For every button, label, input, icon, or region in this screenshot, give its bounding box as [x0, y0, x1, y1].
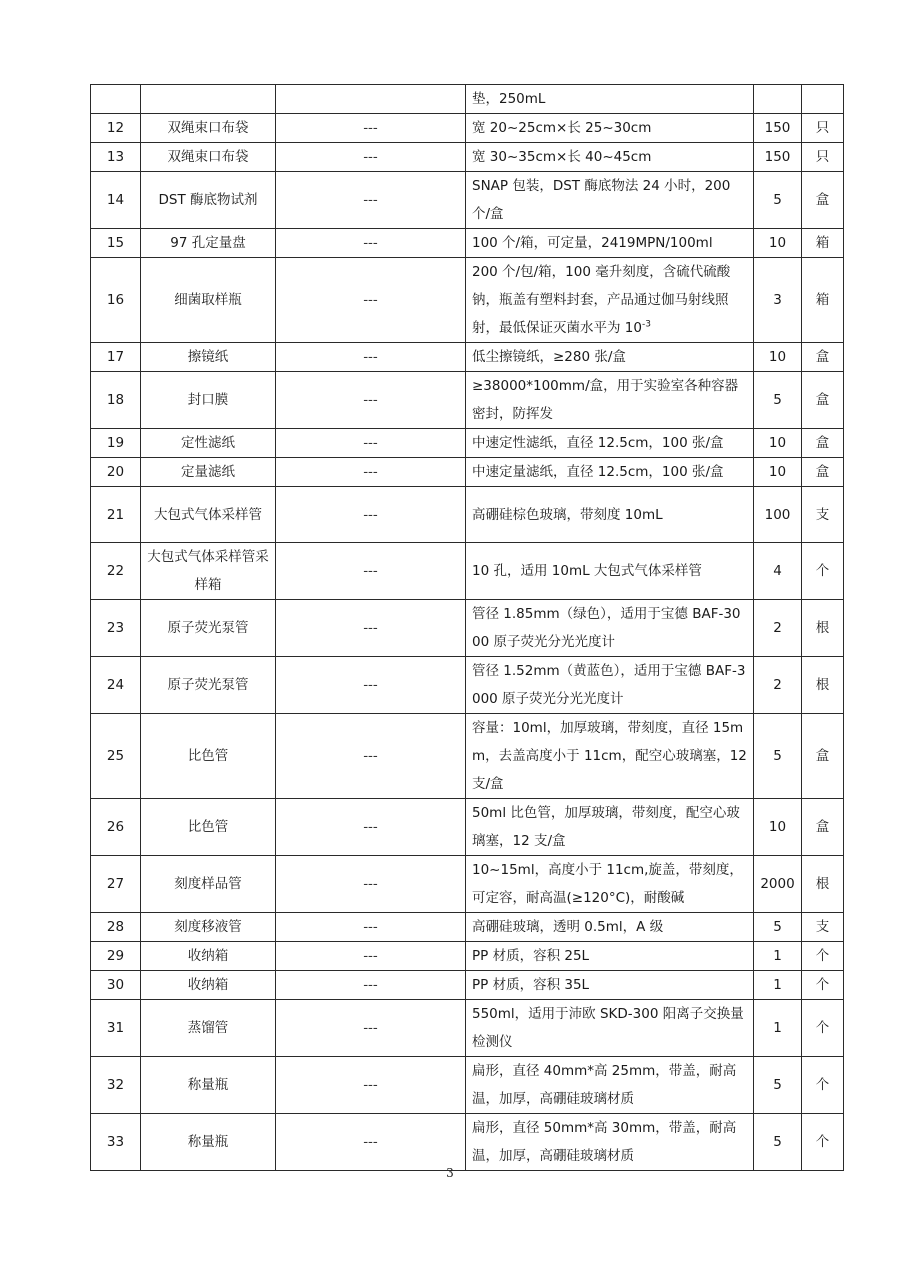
row-number-cell [91, 429, 141, 458]
items-table-body [91, 85, 844, 1171]
brand-model-cell [276, 143, 466, 172]
row-number: 14 [106, 192, 125, 208]
unit: 盒 [815, 435, 830, 451]
table-row [91, 600, 844, 657]
specification: 100 个/箱，可定量，2419MPN/100ml [472, 235, 713, 251]
specification-cell [466, 714, 754, 799]
quantity-cell [754, 85, 802, 114]
unit-cell [802, 657, 844, 714]
item-name: 收纳箱 [187, 977, 229, 993]
item-name-cell [141, 172, 276, 229]
unit-cell [802, 429, 844, 458]
unit-cell [802, 1114, 844, 1171]
row-number: 15 [106, 235, 125, 251]
specification: ≥38000*100mm/盒，用于实验室各种容器密封，防挥发 [472, 378, 739, 422]
table-row [91, 714, 844, 799]
item-name-cell [141, 799, 276, 856]
unit: 只 [815, 149, 830, 165]
unit-cell [802, 487, 844, 543]
item-name: 称量瓶 [187, 1134, 229, 1150]
brand-model: --- [363, 464, 378, 480]
row-number: 17 [106, 349, 125, 365]
quantity: 5 [773, 748, 782, 764]
unit-cell [802, 543, 844, 600]
specification-cell [466, 487, 754, 543]
specification-cell [466, 799, 754, 856]
quantity: 5 [773, 192, 782, 208]
unit-cell [802, 913, 844, 942]
quantity: 2 [773, 677, 782, 693]
unit-cell [802, 343, 844, 372]
specification-cell [466, 856, 754, 913]
row-number: 21 [106, 506, 125, 523]
unit: 盒 [815, 819, 830, 835]
specification: 50ml 比色管，加厚玻璃，带刻度，配空心玻璃塞，12 支/盒 [472, 805, 740, 849]
brand-model: --- [363, 563, 378, 579]
brand-model-cell [276, 372, 466, 429]
row-number: 12 [106, 120, 125, 136]
unit-cell [802, 229, 844, 258]
item-name: 收纳箱 [187, 948, 229, 964]
quantity-cell [754, 172, 802, 229]
brand-model: --- [363, 292, 378, 308]
row-number: 13 [106, 149, 125, 165]
table-row [91, 172, 844, 229]
specification-cell [466, 913, 754, 942]
specification: 扁形，直径 40mm*高 25mm，带盖，耐高温，加厚，高硼硅玻璃材质 [472, 1063, 737, 1107]
specification: SNAP 包装，DST 酶底物法 24 小时，200 个/盒 [472, 178, 731, 222]
item-name-cell [141, 343, 276, 372]
brand-model-cell [276, 942, 466, 971]
table-row [91, 258, 844, 343]
item-name-cell [141, 1114, 276, 1171]
specification: 200 个/包/箱，100 毫升刻度，含硫代硫酸钠，瓶盖有塑料封套，产品通过伽马射线照射，最低保证灭菌水平为 10 [472, 264, 731, 336]
brand-model: --- [363, 506, 378, 523]
table-row [91, 799, 844, 856]
unit-cell [802, 856, 844, 913]
brand-model: --- [363, 149, 378, 165]
unit: 根 [815, 620, 830, 636]
quantity: 150 [764, 120, 791, 136]
row-number-cell [91, 85, 141, 114]
item-name-cell [141, 714, 276, 799]
item-name-cell [141, 657, 276, 714]
item-name: 定量滤纸 [181, 464, 235, 480]
quantity-cell [754, 372, 802, 429]
specification: 管径 1.85mm（绿色），适用于宝德 BAF-3000 原子荧光分光光度计 [472, 606, 741, 650]
specification: 低尘擦镜纸，≥280 张/盒 [472, 349, 626, 365]
table-row [91, 429, 844, 458]
specification: 550ml，适用于沛欧 SKD-300 阳离子交换量检测仪 [472, 1006, 744, 1050]
brand-model: --- [363, 677, 378, 693]
specification-cell [466, 372, 754, 429]
unit-cell [802, 458, 844, 487]
table-row [91, 543, 844, 600]
item-name: 封口膜 [187, 392, 229, 408]
unit-cell [802, 600, 844, 657]
unit: 盒 [815, 192, 830, 208]
brand-model-cell [276, 799, 466, 856]
unit-cell [802, 143, 844, 172]
quantity-cell [754, 714, 802, 799]
item-name-cell [141, 543, 276, 600]
item-name: 细菌取样瓶 [174, 292, 242, 308]
specification-cell [466, 543, 754, 600]
item-name: 原子荧光泵管 [167, 677, 249, 693]
brand-model-cell [276, 856, 466, 913]
item-name-cell [141, 429, 276, 458]
quantity: 1 [773, 977, 782, 993]
unit-cell [802, 172, 844, 229]
row-number-cell [91, 856, 141, 913]
item-name: 大包式气体采样管采样箱 [147, 549, 269, 593]
quantity: 3 [773, 292, 782, 308]
quantity: 1 [773, 948, 782, 964]
quantity: 10 [768, 819, 787, 835]
quantity: 100 [764, 506, 791, 523]
item-name: 称量瓶 [187, 1077, 229, 1093]
brand-model-cell [276, 487, 466, 543]
row-number-cell [91, 1057, 141, 1114]
specification-cell [466, 229, 754, 258]
quantity: 10 [768, 464, 787, 480]
quantity: 5 [773, 1077, 782, 1093]
item-name-cell [141, 229, 276, 258]
brand-model-cell [276, 1000, 466, 1057]
unit-cell [802, 714, 844, 799]
item-name-cell [141, 85, 276, 114]
specification-cell [466, 429, 754, 458]
item-name-cell [141, 856, 276, 913]
brand-model: --- [363, 392, 378, 408]
brand-model-cell [276, 172, 466, 229]
brand-model: --- [363, 876, 378, 892]
unit-cell [802, 114, 844, 143]
item-name-cell [141, 114, 276, 143]
specification-cell [466, 1057, 754, 1114]
quantity: 150 [764, 149, 791, 165]
row-number: 22 [106, 563, 125, 579]
unit: 箱 [815, 235, 830, 251]
item-name: 双绳束口布袋 [167, 120, 249, 136]
brand-model-cell [276, 714, 466, 799]
quantity: 2 [773, 620, 782, 636]
item-name: 刻度样品管 [174, 876, 242, 892]
row-number-cell [91, 913, 141, 942]
item-name: 刻度移液管 [174, 919, 242, 935]
specification: 中速定性滤纸，直径 12.5cm，100 张/盒 [472, 435, 724, 451]
quantity: 5 [773, 1134, 782, 1150]
row-number: 31 [106, 1020, 125, 1036]
unit: 个 [815, 948, 830, 964]
brand-model-cell [276, 600, 466, 657]
quantity-cell [754, 114, 802, 143]
table-row [91, 856, 844, 913]
specification-cell [466, 85, 754, 114]
specification-cell [466, 343, 754, 372]
unit: 根 [815, 876, 830, 892]
table-row [91, 1114, 844, 1171]
row-number-cell [91, 714, 141, 799]
table-row [91, 487, 844, 543]
quantity-cell [754, 1057, 802, 1114]
row-number-cell [91, 799, 141, 856]
quantity: 10 [768, 349, 787, 365]
brand-model: --- [363, 435, 378, 451]
specification-cell [466, 971, 754, 1000]
brand-model-cell [276, 85, 466, 114]
unit-cell [802, 799, 844, 856]
item-name: 大包式气体采样管 [154, 506, 262, 523]
unit: 支 [815, 506, 830, 523]
specification: 宽 30~35cm×长 40~45cm [472, 149, 652, 165]
quantity-cell [754, 143, 802, 172]
item-name: 97 孔定量盘 [170, 235, 246, 251]
brand-model: --- [363, 919, 378, 935]
row-number-cell [91, 458, 141, 487]
row-number-cell [91, 657, 141, 714]
unit: 个 [815, 563, 830, 579]
table-row [91, 942, 844, 971]
row-number: 18 [106, 392, 125, 408]
row-number: 19 [106, 435, 125, 451]
table-row [91, 1057, 844, 1114]
unit-cell [802, 372, 844, 429]
quantity: 5 [773, 392, 782, 408]
unit: 箱 [815, 292, 830, 308]
item-name-cell [141, 258, 276, 343]
specification-cell [466, 1000, 754, 1057]
brand-model-cell [276, 913, 466, 942]
row-number-cell [91, 172, 141, 229]
row-number-cell [91, 1000, 141, 1057]
quantity-cell [754, 799, 802, 856]
item-name-cell [141, 143, 276, 172]
brand-model: --- [363, 1077, 378, 1093]
brand-model: --- [363, 948, 378, 964]
brand-model: --- [363, 1020, 378, 1036]
table-row [91, 657, 844, 714]
quantity: 2000 [760, 876, 795, 892]
specification-cell [466, 172, 754, 229]
specification-cell [466, 657, 754, 714]
row-number-cell [91, 143, 141, 172]
row-number-cell [91, 942, 141, 971]
unit: 个 [815, 1077, 830, 1093]
specification: 管径 1.52mm（黄蓝色），适用于宝德 BAF-3000 原子荧光分光光度计 [472, 663, 746, 707]
table-row [91, 85, 844, 114]
table-row [91, 114, 844, 143]
unit: 盒 [815, 392, 830, 408]
specification: 10~15ml，高度小于 11cm,旋盖，带刻度，可定容，耐高温(≥120°C)，耐酸碱 [472, 862, 743, 906]
specification: 中速定量滤纸，直径 12.5cm，100 张/盒 [472, 464, 724, 480]
brand-model-cell [276, 458, 466, 487]
table-row [91, 458, 844, 487]
table-row [91, 913, 844, 942]
unit-cell [802, 1057, 844, 1114]
row-number-cell [91, 600, 141, 657]
row-number: 26 [106, 819, 125, 835]
quantity-cell [754, 429, 802, 458]
brand-model-cell [276, 1114, 466, 1171]
brand-model: --- [363, 192, 378, 208]
brand-model: --- [363, 235, 378, 251]
brand-model-cell [276, 229, 466, 258]
row-number-cell [91, 971, 141, 1000]
quantity-cell [754, 487, 802, 543]
specification-cell [466, 258, 754, 343]
table-row [91, 1000, 844, 1057]
table-row [91, 372, 844, 429]
items-table [90, 84, 844, 1171]
quantity-cell [754, 458, 802, 487]
brand-model: --- [363, 620, 378, 636]
item-name: 蒸馏管 [187, 1020, 229, 1036]
specification-cell [466, 458, 754, 487]
specification: 垫，250mL [472, 91, 546, 107]
row-number-cell [91, 543, 141, 600]
row-number-cell [91, 114, 141, 143]
specification: PP 材质，容积 25L [472, 948, 590, 964]
unit: 个 [815, 977, 830, 993]
quantity-cell [754, 913, 802, 942]
brand-model: --- [363, 819, 378, 835]
brand-model: --- [363, 977, 378, 993]
item-name: 原子荧光泵管 [167, 620, 249, 636]
quantity-cell [754, 343, 802, 372]
quantity-cell [754, 1114, 802, 1171]
item-name-cell [141, 913, 276, 942]
specification: 宽 20~25cm×长 25~30cm [472, 120, 652, 136]
unit: 只 [815, 120, 830, 136]
row-number: 33 [106, 1134, 125, 1150]
row-number: 16 [106, 292, 125, 308]
specification: 容量：10ml，加厚玻璃，带刻度，直径 15mm，去盖高度小于 11cm，配空心玻璃塞，12 支/盒 [472, 720, 747, 792]
row-number-cell [91, 343, 141, 372]
specification-cell [466, 114, 754, 143]
specification: PP 材质，容积 35L [472, 977, 590, 993]
unit: 盒 [815, 464, 830, 480]
unit: 根 [815, 677, 830, 693]
item-name: 定性滤纸 [181, 435, 235, 451]
row-number: 23 [106, 620, 125, 636]
item-name-cell [141, 487, 276, 543]
unit: 支 [815, 919, 830, 935]
brand-model-cell [276, 543, 466, 600]
unit-cell [802, 258, 844, 343]
quantity: 10 [768, 235, 787, 251]
row-number: 25 [106, 748, 125, 764]
row-number: 28 [106, 919, 125, 935]
row-number: 32 [106, 1077, 125, 1093]
unit-cell [802, 85, 844, 114]
specification: 扁形，直径 50mm*高 30mm，带盖，耐高温，加厚，高硼硅玻璃材质 [472, 1120, 737, 1164]
table-row [91, 229, 844, 258]
quantity-cell [754, 942, 802, 971]
row-number-cell [91, 1114, 141, 1171]
quantity: 5 [773, 919, 782, 935]
brand-model-cell [276, 429, 466, 458]
specification-cell [466, 942, 754, 971]
specification: 10 孔，适用 10mL 大包式气体采样管 [472, 563, 702, 579]
item-name-cell [141, 942, 276, 971]
item-name: 比色管 [187, 748, 229, 764]
item-name: DST 酶底物试剂 [158, 192, 258, 208]
quantity-cell [754, 856, 802, 913]
brand-model-cell [276, 1057, 466, 1114]
specification-cell [466, 143, 754, 172]
row-number: 20 [106, 464, 125, 480]
quantity-cell [754, 229, 802, 258]
brand-model-cell [276, 971, 466, 1000]
quantity-cell [754, 600, 802, 657]
unit-cell [802, 942, 844, 971]
item-name-cell [141, 971, 276, 1000]
row-number-cell [91, 372, 141, 429]
quantity-cell [754, 971, 802, 1000]
row-number: 24 [106, 677, 125, 693]
item-name: 擦镜纸 [187, 349, 229, 365]
unit: 个 [815, 1020, 830, 1036]
item-name-cell [141, 600, 276, 657]
row-number: 30 [106, 977, 125, 993]
brand-model: --- [363, 748, 378, 764]
unit: 盒 [815, 748, 830, 764]
quantity-cell [754, 258, 802, 343]
unit-cell [802, 971, 844, 1000]
item-name-cell [141, 458, 276, 487]
brand-model-cell [276, 343, 466, 372]
specification: 高硼硅玻璃，透明 0.5ml，A 级 [472, 919, 664, 935]
row-number: 27 [106, 876, 125, 892]
brand-model: --- [363, 120, 378, 136]
superscript-exponent: -3 [641, 319, 651, 330]
row-number-cell [91, 229, 141, 258]
quantity: 10 [768, 435, 787, 451]
brand-model-cell [276, 258, 466, 343]
item-name-cell [141, 1000, 276, 1057]
brand-model-cell [276, 657, 466, 714]
brand-model: --- [363, 1134, 378, 1150]
table-row [91, 343, 844, 372]
item-name-cell [141, 1057, 276, 1114]
page-number: 3 [446, 1166, 454, 1180]
unit-cell [802, 1000, 844, 1057]
item-name: 双绳束口布袋 [167, 149, 249, 165]
unit: 个 [815, 1134, 830, 1150]
quantity-cell [754, 543, 802, 600]
brand-model-cell [276, 114, 466, 143]
specification-cell [466, 600, 754, 657]
specification-cell [466, 1114, 754, 1171]
quantity-cell [754, 657, 802, 714]
item-name-cell [141, 372, 276, 429]
unit: 盒 [815, 349, 830, 365]
specification: 高硼硅棕色玻璃，带刻度 10mL [472, 506, 663, 523]
row-number-cell [91, 258, 141, 343]
quantity: 4 [773, 563, 782, 579]
quantity: 1 [773, 1020, 782, 1036]
quantity-cell [754, 1000, 802, 1057]
brand-model: --- [363, 349, 378, 365]
item-name: 比色管 [187, 819, 229, 835]
row-number: 29 [106, 948, 125, 964]
row-number-cell [91, 487, 141, 543]
table-row [91, 971, 844, 1000]
table-row [91, 143, 844, 172]
